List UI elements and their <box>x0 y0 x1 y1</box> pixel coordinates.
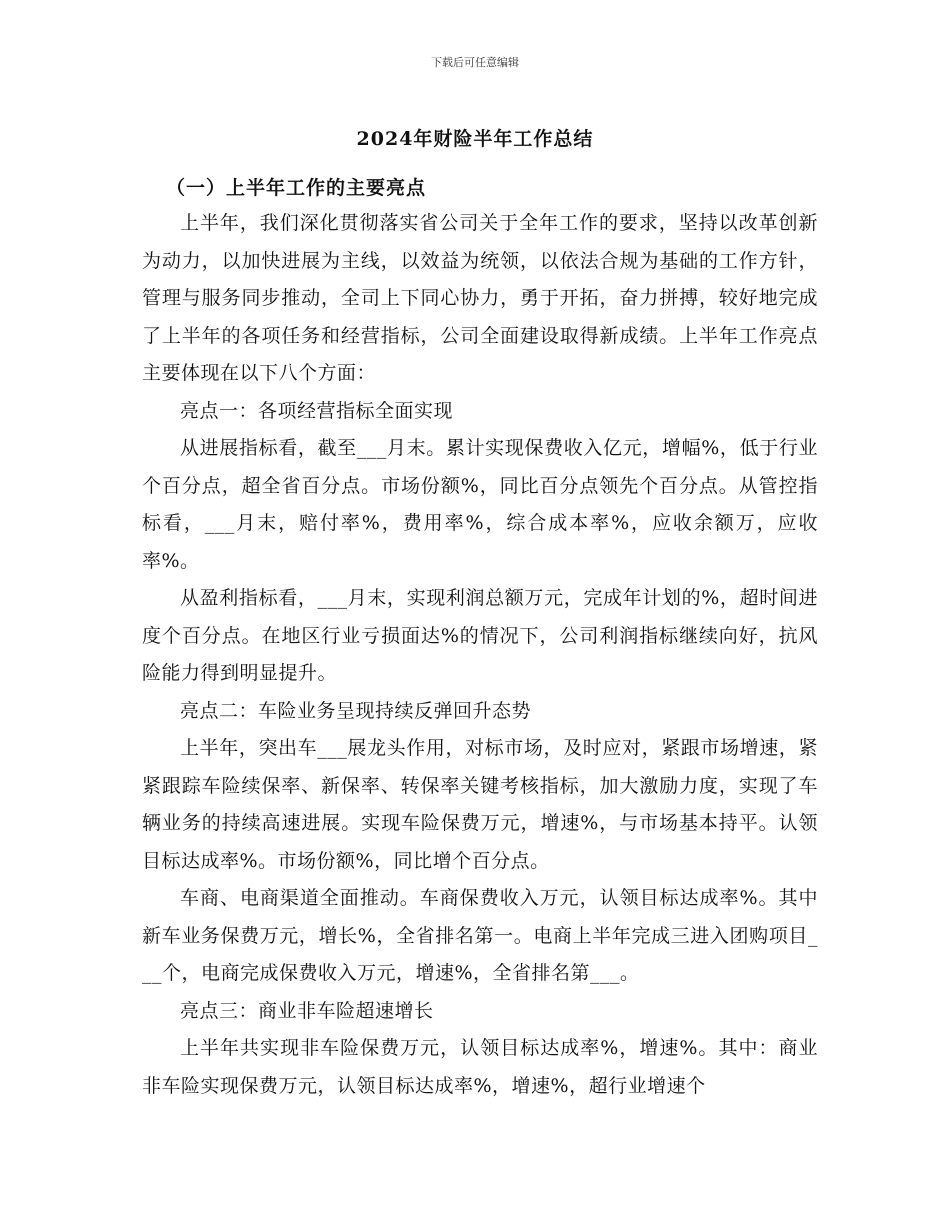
download-editable-note: 下载后可任意编辑 <box>431 56 519 69</box>
document-body <box>142 205 818 1105</box>
progress-indicators-paragraph: 从进展指标看，截至___月末。累计实现保费收入亿元，增幅%，低于行业个百分点，超全省百分点。市场份额%，同比百分点领先个百分点。从管控指标看，___月末，赔付率%，费用率%，综合成本率%，应收余额万，应收率%。 <box>142 437 818 572</box>
highlight-three-heading: 亮点三：商业非车险超速增长 <box>180 999 434 1022</box>
highlight-one-heading: 亮点一：各项经营指标全面实现 <box>180 399 454 422</box>
document-title: 2024年财险半年工作总结 <box>356 128 594 150</box>
channels-paragraph: 车商、电商渠道全面推动。车商保费收入万元，认领目标达成率%。其中新车业务保费万元，增长%，全省排名第一。电商上半年完成三进入团购项目___个，电商完成保费收入万元，增速%，全省排名第___。 <box>142 887 818 984</box>
section-heading: （一）上半年工作的主要亮点 <box>166 177 427 199</box>
highlight-two-heading: 亮点二：车险业务呈现持续反弹回升态势 <box>180 699 532 722</box>
non-auto-insurance-paragraph: 上半年共实现非车险保费万元，认领目标达成率%，增速%。其中：商业非车险实现保费万元，认领目标达成率%，增速%，超行业增速个 <box>142 1037 818 1097</box>
profit-indicators-paragraph: 从盈利指标看，___月末，实现利润总额万元，完成年计划的%，超时间进度个百分点。在地区行业亏损面达%的情况下，公司利润指标继续向好，抗风险能力得到明显提升。 <box>142 587 818 684</box>
intro-paragraph: 上半年，我们深化贯彻落实省公司关于全年工作的要求，坚持以改革创新为动力，以加快进展为主线，以效益为统领，以依法合规为基础的工作方针，管理与服务同步推动，全司上下同心协力，勇于开拓，奋力拼搏，较好地完成了上半年的各项任务和经营指标，公司全面建设取得新成绩。上半年工作亮点主要体现在以下八个方面： <box>142 212 818 384</box>
auto-insurance-paragraph: 上半年，突出车___展龙头作用，对标市场，及时应对，紧跟市场增速，紧紧跟踪车险续保率、新保率、转保率关键考核指标，加大激励力度，实现了车辆业务的持续高速进展。实现车险保费万元，增速%，与市场基本持平。认领目标达成率%。市场份额%，同比增个百分点。 <box>142 737 818 872</box>
